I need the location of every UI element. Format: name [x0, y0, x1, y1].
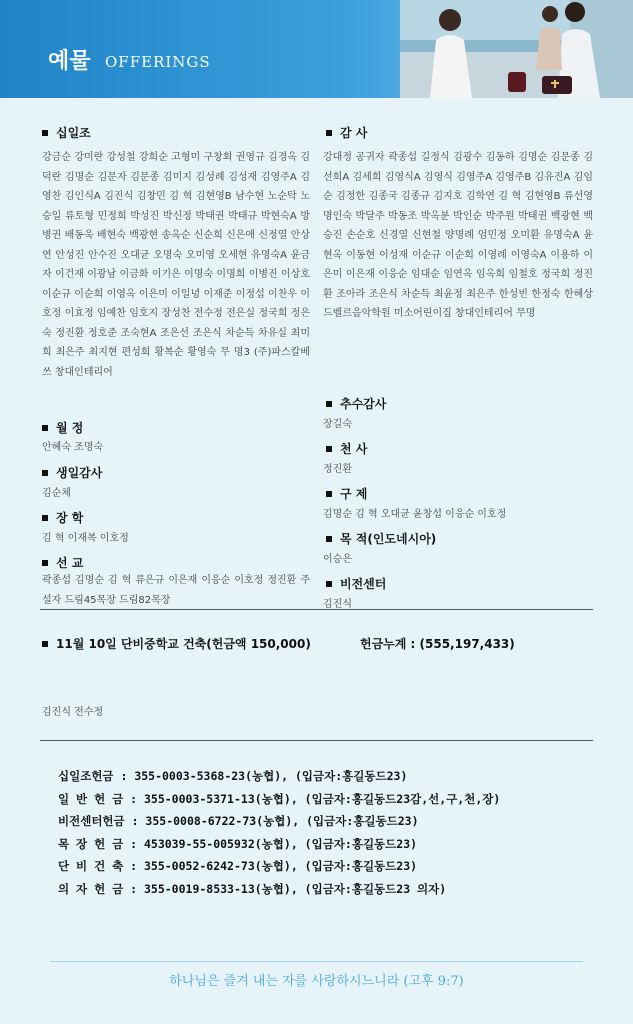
- scholarship-names: 김 혁 이재복 이호정: [42, 533, 129, 544]
- scholarship-heading: 장 학: [42, 509, 83, 526]
- account-line: 의 자 헌 금 : 355-0019-8533-13(농협), (입금자:홍길동드23 의자): [58, 881, 447, 896]
- building-names: 김진식 전수정: [42, 707, 104, 718]
- divider-top: [40, 609, 593, 610]
- divider-bottom: [40, 740, 593, 741]
- header-photo: [400, 0, 633, 98]
- header-banner: [0, 0, 633, 98]
- relief-names: 김명순 김 혁 오대균 윤창섭 이응순 이호정: [323, 509, 507, 520]
- firstfruits-names: 정진환: [323, 464, 352, 475]
- thanks-names: 강대정 공귀자 곽종섭 길정식 김광수 김동하 김명순 김문종 김선희A 김세희 김영식A 김영식 김영주A 김영주B 김유진A 김임순 김정한 김종국 김종규 김지호 김학연 김 혁 김현영B 류선영 명인숙 박달주 박동조 박옥분 박인순 박주원 박태권 백광현 백승진 손순호 신경열 신현철 양명례 엄민정 오미환 유명숙A 윤현옥 이동현 이성재 이순규 이순희 이영례 이영숙A 이용하 이은미 이은재 이응순 임대순 임연옥 임옥희 임철호 정국희 정진환 조아라 조은식 차순득 최윤정 최은주 한성빈 한정숙 한혜상 드벨르음악학원 미소어린이집 창대인테리어 무명: [323, 152, 593, 319]
- harvest-names: 장길숙: [323, 419, 352, 430]
- building-heading: 11월 10일 단비중학교 건축(헌금액 150,000): [42, 635, 311, 652]
- vision-names: 김진식: [323, 599, 352, 610]
- thanks-heading: 감 사: [326, 124, 367, 141]
- tithe-heading: 십일조: [42, 124, 91, 141]
- footer-verse: 하나님은 즐겨 내는 자를 사랑하시느니라 (고후 9:7): [169, 974, 464, 989]
- account-line: 목 장 헌 금 : 453039-55-005932(농협), (입금자:홍길동드23): [58, 836, 418, 851]
- tithe-names: 강금순 강미란 강성철 강희순 고형미 구창회 권영규 김경옥 김덕란 김명순 김문자 김문종 김미지 김성례 김성재 김영주A 김영찬 김인식A 김진식 김창민 김 혁 김현영B 남수현 노순탁 노승일 류토형 민정희 박성진 박신정 박태권 박태규 박현숙A 방병권 배동욱 배현숙 백광현 송옥순 신순희 신은애 신정열 안상연 안성진 안수진 오대균 오명숙 오미영 오세현 유명숙A 윤금자 이건재 이광남 이금화 이기은 이명숙 이명희 이병진 이상호 이순규 이순희 이영옥 이은미 이일녕 이재준 이정섭 이찬우 이호정 이효정 임예찬 임호지 장성찬 전수정 전은실 정국희 정은숙 정진환 정호준 조숙현A 조은선 조은식 차순득 차유실 최미희 최은주 최지현 편성희 황복순 황영숙 무 명3 (주)파스칼베쓰 창대인테리어: [42, 152, 310, 378]
- birthday-heading: 생일감사: [42, 464, 102, 481]
- account-line: 십일조헌금 : 355-0003-5368-23(농협), (입금자:홍길동드23): [58, 769, 408, 783]
- monthly-names: 안혜숙 조명숙: [42, 442, 104, 453]
- building-total: 헌금누계 : (555,197,433): [360, 637, 515, 651]
- mission-names: 곽종섭 김명순 김 혁 류은규 이은재 이응순 이호정 정진환 주설자 드림45목장 드림82목장: [42, 575, 310, 606]
- designated-names: 이승은: [323, 554, 352, 565]
- page-title: 예물: [48, 49, 91, 74]
- vision-heading: 비전센터: [326, 575, 386, 592]
- relief-heading: 구 제: [326, 485, 367, 502]
- account-list: [58, 765, 500, 900]
- footer-divider: [50, 961, 583, 962]
- birthday-names: 김순체: [42, 488, 71, 499]
- account-line: 비전센터헌금 : 355-0008-6722-73(농협), (입금자:홍길동드23): [58, 814, 419, 828]
- firstfruits-heading: 천 사: [326, 440, 367, 457]
- account-line: 일 반 헌 금 : 355-0003-5371-13(농협), (입금자:홍길동드23감,선,구,천,장): [58, 791, 501, 806]
- page-subtitle: OFFERINGS: [105, 53, 211, 71]
- account-line: 단 비 건 축 : 355-0052-6242-73(농협), (입금자:홍길동드23): [58, 859, 418, 873]
- mission-heading: 선 교: [42, 554, 83, 571]
- monthly-heading: 월 정: [42, 419, 83, 436]
- harvest-heading: 추수감사: [326, 395, 386, 412]
- designated-heading: 목 적(인도네시아): [326, 530, 436, 547]
